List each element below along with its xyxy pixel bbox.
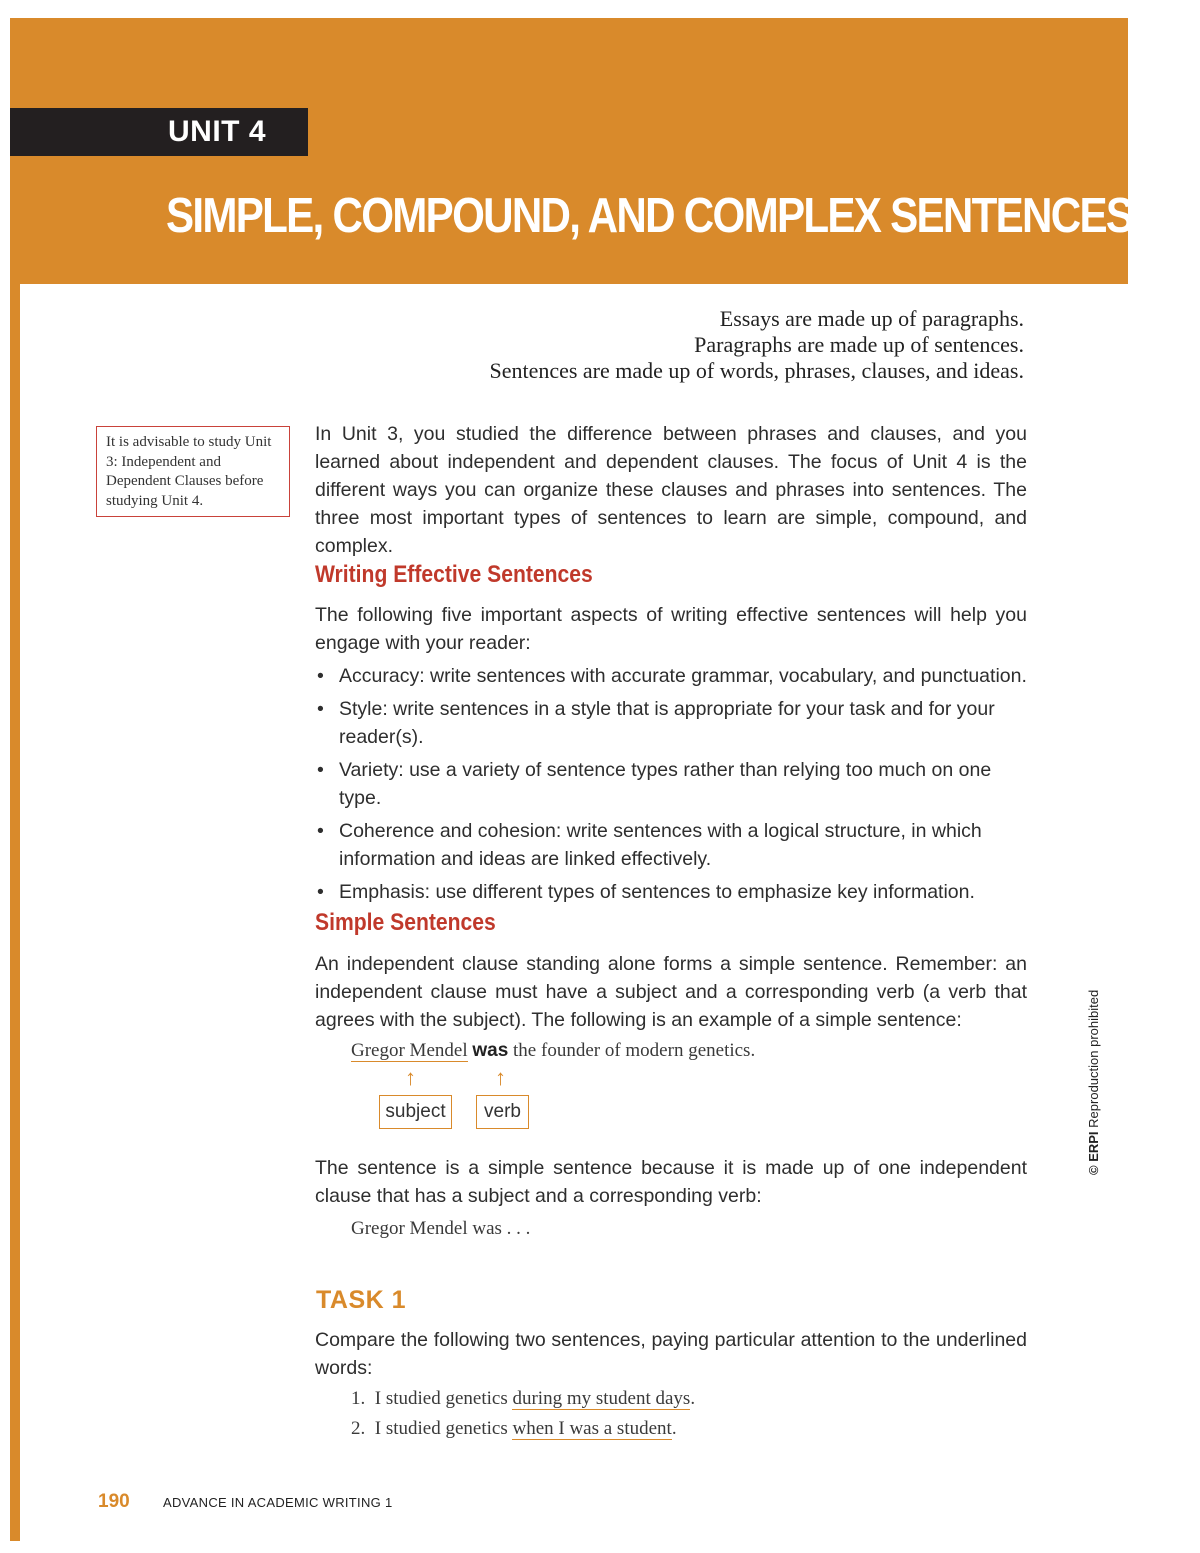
task-list (351, 1388, 695, 1448)
book-title: ADVANCE IN ACADEMIC WRITING 1 (163, 1495, 393, 1510)
example-verb: was (472, 1040, 509, 1061)
copyright-text: Reproduction prohibited (1086, 989, 1101, 1128)
example-rest: the founder of modern genetics. (513, 1040, 756, 1061)
sidebar-note: It is advisable to study Unit 3: Independent and Dependent Clauses before studying Unit 4. (96, 426, 290, 517)
list-item-text: Emphasis: use different types of sentences to emphasize key information. (339, 881, 975, 903)
epigraph-line: Essays are made up of paragraphs. (719, 306, 1024, 331)
unit-label: UNIT 4 (10, 108, 308, 156)
list-item (315, 695, 1027, 751)
list-item-number: 1. (351, 1388, 366, 1409)
list-item-text: Coherence and cohesion: write sentences with a logical structure, in which information and ideas are linked effectively. (339, 820, 982, 870)
list-item-end: . (690, 1388, 696, 1409)
bullet-icon: • (317, 698, 324, 720)
list-item-text: I studied genetics (374, 1418, 508, 1439)
copyright-brand: © ERPI (1086, 1131, 1101, 1175)
example-subject: Gregor Mendel (351, 1040, 468, 1061)
aspects-list (315, 662, 1027, 911)
copyright-notice (1086, 990, 1101, 1175)
epigraph-line: Sentences are made up of words, phrases, clauses, and ideas. (489, 358, 1024, 383)
underlined-phrase: when I was a student (512, 1418, 672, 1439)
arrow-up-icon: ↑ (405, 1065, 416, 1090)
list-item-text: I studied genetics (374, 1388, 508, 1409)
example-sentence (351, 1040, 755, 1062)
epigraph (489, 306, 1024, 384)
task-instruction: Compare the following two sentences, paying particular attention to the underlined words: (315, 1329, 1027, 1379)
verb-label: verb (476, 1095, 529, 1129)
list-item-text: Style: write sentences in a style that is appropriate for your task and for your reader(s). (339, 698, 995, 748)
left-margin-band (10, 18, 20, 1541)
underlined-phrase: during my student days (512, 1388, 691, 1409)
list-item (315, 756, 1027, 812)
list-item (315, 662, 1027, 690)
section-heading-effective: Writing Effective Sentences (315, 561, 593, 588)
bullet-icon: • (317, 665, 324, 687)
effective-lead-paragraph: The following five important aspects of writing effective sentences will help you engage with your reader: (315, 604, 1027, 654)
explanation-paragraph: The sentence is a simple sentence because it is made up of one independent clause that has a subject and a corresponding verb: (315, 1157, 1027, 1207)
bullet-icon: • (317, 881, 324, 903)
arrow-up-icon: ↑ (495, 1065, 506, 1090)
intro-paragraph: In Unit 3, you studied the difference between phrases and clauses, and you learned about independent and dependent clauses. The focus of Unit 4 is the different ways you can organize these clauses and phrases into sentences. The three most important types of sentences to learn are simple, compound, and complex. (315, 423, 1027, 557)
list-item-text: Variety: use a variety of sentence types rather than relying too much on one type. (339, 759, 992, 809)
list-item-text: Accuracy: write sentences with accurate grammar, vocabulary, and punctuation. (339, 665, 1027, 687)
list-item (315, 878, 1027, 906)
epigraph-line: Paragraphs are made up of sentences. (694, 332, 1024, 357)
list-item (315, 817, 1027, 873)
bullet-icon: • (317, 820, 324, 842)
list-item-number: 2. (351, 1418, 366, 1439)
bullet-icon: • (317, 759, 324, 781)
page-title: SIMPLE, COMPOUND, AND COMPLEX SENTENCES (166, 189, 1133, 243)
page-number: 190 (98, 1491, 130, 1512)
section-heading-simple: Simple Sentences (315, 909, 496, 936)
subject-label: subject (379, 1095, 452, 1129)
simple-lead-paragraph: An independent clause standing alone forms a simple sentence. Remember: an independent clause must have a subject and a corresponding verb (a verb that agrees with the subject). The following is an example of a simple sentence: (315, 953, 1027, 1031)
list-item (351, 1418, 695, 1440)
list-item-end: . (671, 1418, 677, 1439)
task-heading: TASK 1 (316, 1286, 407, 1314)
example-fragment: Gregor Mendel was . . . (351, 1218, 531, 1239)
list-item (351, 1388, 695, 1410)
